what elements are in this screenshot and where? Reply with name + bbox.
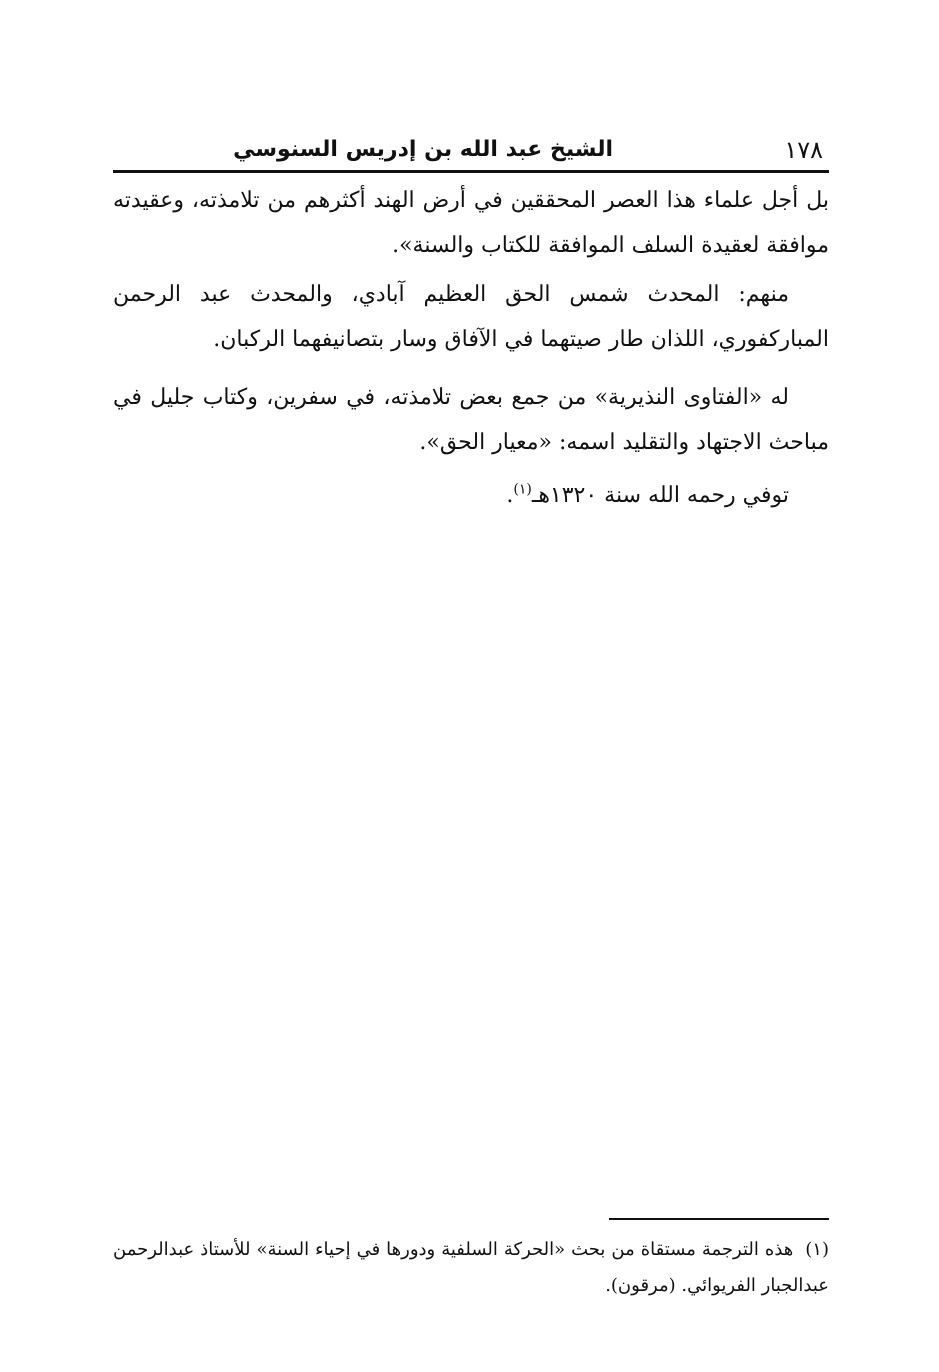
footnote-separator [609,1218,829,1220]
footnote-1 [113,1232,829,1304]
paragraph-4-text: توفي رحمه الله سنة ١٣٢٠هـ [531,483,789,508]
paragraph-2: منهم: المحدث شمس الحق العظيم آبادي، والمحدث عبد الرحمن المباركفوري، اللذان طار صيتهما في الآفاق وسار بتصانيفهما الركبان. [113,282,829,352]
paragraph-3: له «الفتاوى النذيرية» من جمع بعض تلامذته، في سفرين، وكتاب جليل في مباحث الاجتهاد والتقليد اسمه: «معيار الحق». [113,385,829,455]
footnotes-section [113,1232,829,1304]
running-title: الشيخ عبد الله بن إدريس السنوسي [233,137,613,162]
footnote-marker: (١) [805,1239,829,1260]
page-header [113,128,829,172]
footnote-text: هذه الترجمة مستقاة من بحث «الحركة السلفية ودورها في إحياء السنة» للأستاذ عبدالرحمن عبدالجبار الفريوائي. (مرقون). [113,1239,829,1296]
header-rule [113,170,829,173]
footnote-reference[interactable]: (١) [513,481,532,498]
paragraph-4 [113,473,829,518]
paragraph-1: بل أجل علماء هذا العصر المحققين في أرض الهند أكثرهم من تلامذته، وعقيدته موافقة لعقيدة السلف الموافقة للكتاب والسنة». [113,188,829,258]
main-text [113,178,829,518]
page-number: ١٧٨ [784,136,823,164]
paragraph-4-end-punctuation: . [506,483,514,508]
